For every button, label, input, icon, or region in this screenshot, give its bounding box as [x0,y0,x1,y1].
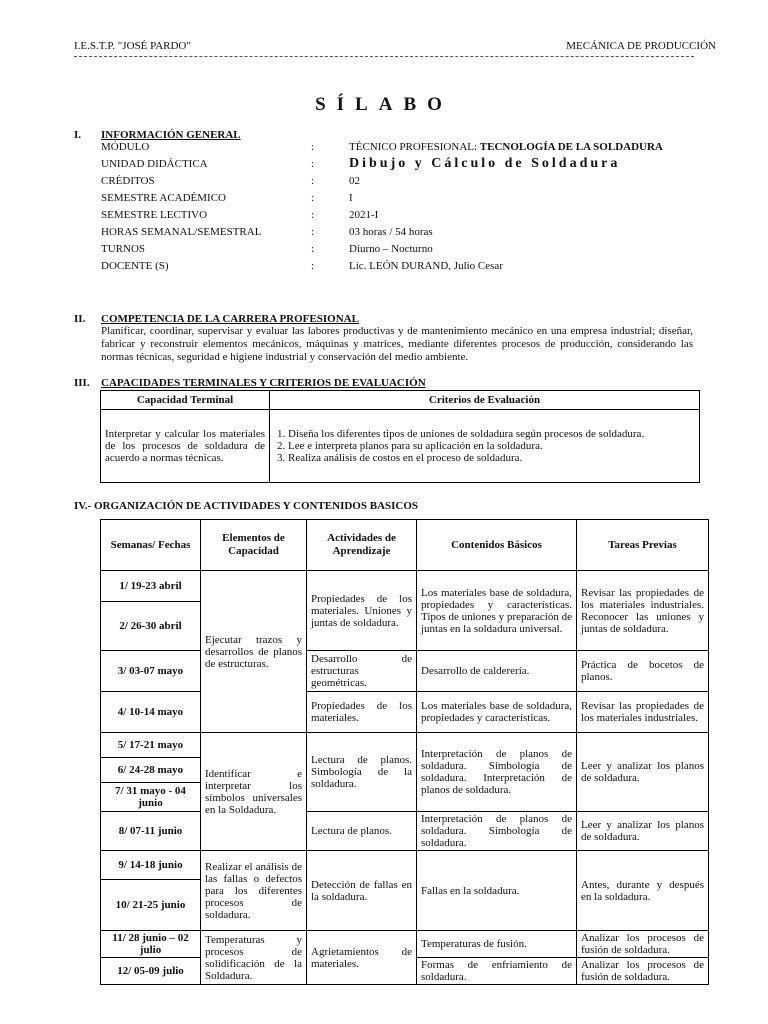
activity-cell: Desarrollo de estructuras geométricas. [307,651,417,692]
info-label: CRÉDITOS [101,175,155,187]
section-1-number: I. [74,129,82,141]
week-cell: 1/ 19-23 abril [101,571,201,602]
career-name: MECÁNICA DE PRODUCCIÓN [566,40,716,52]
content-cell: Fallas en la soldadura. [417,851,577,931]
section-3-number: III. [74,377,90,389]
list-item: 1. Diseña los diferentes tipos de uniones de soldadura según procesos de soldadura. [288,428,695,440]
task-cell: Leer y analizar los planos de soldadura. [577,733,709,812]
task-cell: Analizar los procesos de fusión de soldadura. [577,958,709,985]
info-value [349,141,663,153]
week-cell: 11/ 28 junio – 02 julio [101,931,201,958]
week-cell: 9/ 14-18 junio [101,851,201,880]
column-header: Tareas Previas [577,520,709,571]
activity-cell: Propiedades de los materiales. [307,692,417,733]
activities-table [100,519,709,985]
element-cell: Identificar e interpretar los símbolos universales en la Soldadura. [201,733,307,851]
info-label: HORAS SEMANAL/SEMESTRAL [101,226,262,238]
info-label: SEMESTRE ACADÉMICO [101,192,226,204]
activity-cell: Lectura de planos. [307,812,417,851]
section-2-title: COMPETENCIA DE LA CARRERA PROFESIONAL [101,313,359,325]
content-cell: Los materiales base de soldadura, propiedades y características. Tipos de uniones y preparación de juntas en la soldadura universal. [417,571,577,651]
page-title: SÍLABO [315,94,453,115]
table-row [101,812,709,851]
criteria-cell [270,410,700,483]
element-cell: Temperaturas y procesos de solidificación de la Soldadura. [201,931,307,985]
table-header-row [101,520,709,571]
activity-cell: Detección de fallas en la soldadura. [307,851,417,931]
info-label: SEMESTRE LECTIVO [101,209,208,221]
info-colon: : [311,192,315,204]
task-cell: Leer y analizar los planos de soldadura. [577,812,709,851]
section-1-title: INFORMACIÓN GENERAL [101,129,241,141]
list-item: 2. Lee e interpreta planos para su aplicación en la soldadura. [288,440,695,452]
section-3-heading [74,377,426,389]
week-cell: 7/ 31 mayo - 04 junio [101,783,201,812]
table-row [101,931,709,958]
module-prefix: TÉCNICO PROFESIONAL: [349,141,478,153]
info-colon: : [311,158,315,170]
section-2-heading [74,313,359,325]
competence-paragraph: Planificar, coordinar, supervisar y evaluar las labores productivas y de mantenimiento mecánico en una empresa industrial; diseñar, fabricar y reconstruir elementos mecánicos, máquinas y matrices, mediante diferentes procesos de producción, considerando las normas técnicas, seguridad e higiene industrial y conservación del medio ambiente. [101,325,693,363]
task-cell: Analizar los procesos de fusión de soldadura. [577,931,709,958]
section-4-title: IV.- ORGANIZACIÓN DE ACTIVIDADES Y CONTENIDOS BASICOS [74,500,419,512]
table-row [101,733,709,758]
info-value: 02 [349,175,360,187]
column-header: Actividades de Aprendizaje [307,520,417,571]
header-divider [74,56,694,57]
info-value: I [349,192,353,204]
week-cell: 4/ 10-14 mayo [101,692,201,733]
content-cell: Desarrollo de calderería. [417,651,577,692]
criteria-list [274,428,695,464]
week-cell: 12/ 05-09 julio [101,958,201,985]
column-header: Criterios de Evaluación [270,391,700,410]
info-colon: : [311,243,315,255]
info-value: Lic. LEÓN DURAND, Julio Cesar [349,260,503,272]
info-value: Diurno – Nocturno [349,243,433,255]
list-item: 3. Realiza análisis de costos en el proceso de soldadura. [288,452,695,464]
table-row [101,651,709,692]
info-label: MÓDULO [101,141,150,153]
task-cell: Antes, durante y después en la soldadura. [577,851,709,931]
info-colon: : [311,175,315,187]
week-cell: 6/ 24-28 mayo [101,758,201,783]
task-cell: Revisar las propiedades de los materiales industriales. [577,692,709,733]
table-row [101,571,709,602]
module-name: TECNOLOGÍA DE LA SOLDADURA [479,141,663,153]
content-cell: Formas de enfriamiento de soldadura. [417,958,577,985]
column-header: Semanas/ Fechas [101,520,201,571]
content-cell: Interpretación de planos de soldadura. Simbología de soldadura. Interpretación de planos de soldadura. [417,733,577,812]
content-cell: Interpretación de planos de soldadura. Simbología de soldadura. [417,812,577,851]
activity-cell: Agrietamientos de materiales. [307,931,417,985]
content-cell: Los materiales base de soldadura, propiedades y características. [417,692,577,733]
info-colon: : [311,141,315,153]
table-header-row [101,391,700,410]
table-row [101,851,709,880]
week-cell: 5/ 17-21 mayo [101,733,201,758]
section-2-number: II. [74,313,86,325]
info-value: 03 horas / 54 horas [349,226,433,238]
info-colon: : [311,226,315,238]
section-4-heading [74,500,418,512]
info-label: UNIDAD DIDÁCTICA [101,158,208,170]
content-cell: Temperaturas de fusión. [417,931,577,958]
column-header: Elementos de Capacidad [201,520,307,571]
info-label: TURNOS [101,243,146,255]
task-cell: Revisar las propiedades de los materiales industriales. Reconocer las uniones y juntas de soldadura. [577,571,709,651]
unit-name: Dibujo y Cálculo de Soldadura [349,156,621,171]
week-cell: 8/ 07-11 junio [101,812,201,851]
week-cell: 2/ 26-30 abril [101,602,201,651]
section-1-heading [74,129,241,141]
week-cell: 3/ 03-07 mayo [101,651,201,692]
table-row [101,410,700,483]
week-cell: 10/ 21-25 junio [101,880,201,931]
capacity-cell: Interpretar y calcular los materiales de los procesos de soldadura de acuerdo a normas técnicas. [101,410,270,483]
activity-cell: Propiedades de los materiales. Uniones y juntas de soldadura. [307,571,417,651]
table-row [101,692,709,733]
column-header: Capacidad Terminal [101,391,270,410]
institution-name: I.E.S.T.P. "JOSÉ PARDO" [74,40,191,52]
element-cell: Realizar el análisis de las fallas o defectos para los diferentes procesos de soldadura. [201,851,307,931]
element-cell: Ejecutar trazos y desarrollos de planos de estructuras. [201,571,307,733]
section-3-title: CAPACIDADES TERMINALES Y CRITERIOS DE EVALUACIÓN [101,377,426,389]
task-cell: Práctica de bocetos de planos. [577,651,709,692]
activity-cell: Lectura de planos. Simbología de la soldadura. [307,733,417,812]
info-value: 2021-I [349,209,379,221]
info-colon: : [311,260,315,272]
info-colon: : [311,209,315,221]
info-label: DOCENTE (S) [101,260,169,272]
capacities-table [100,390,700,483]
column-header: Contenidos Básicos [417,520,577,571]
